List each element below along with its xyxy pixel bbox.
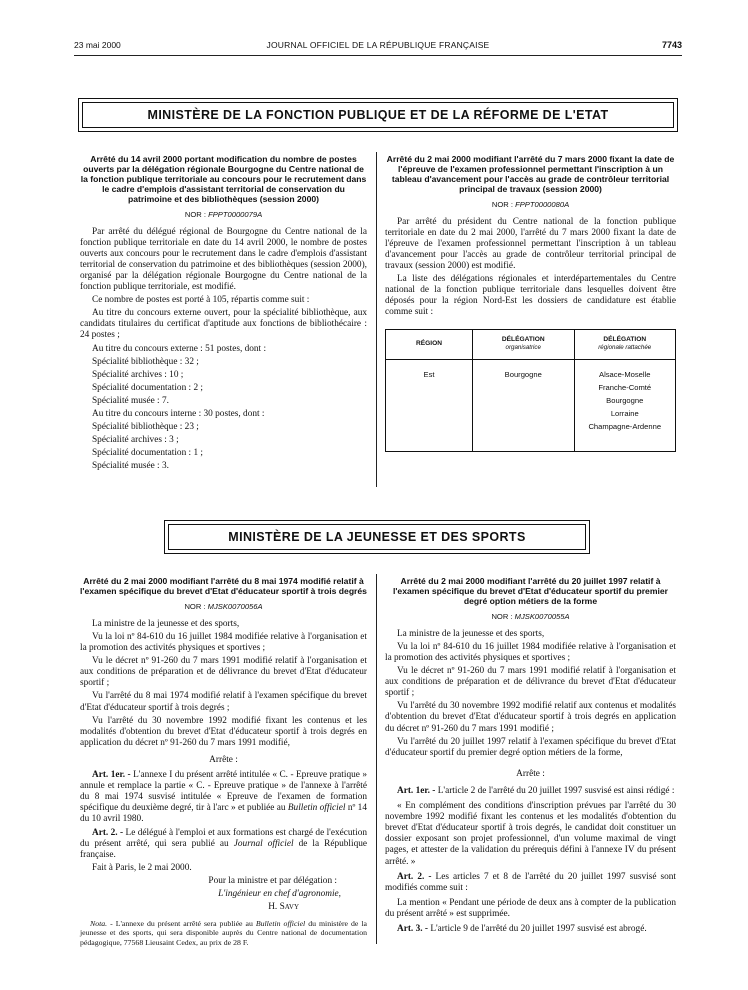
page-number: 7743 — [661, 40, 682, 50]
nor-label: NOR : — [184, 209, 206, 219]
paragraph: Par arrêté du délégué régional de Bourgogne du Centre national de la fonction publique territoriale en date du 14 avril 2000, le nombre de postes ouverts aux concours pour le recrutement dans le cadre d'emplois d'assistant territorial de conservation du patrimoine et des bibliothèques (session 2000), organisé par la délégation régionale Bourgogne du Centre national de la fonction publique territoriale, est modifié. — [80, 226, 367, 293]
nota-label: Nota. — [90, 919, 108, 929]
article-title: Arrêté du 14 avril 2000 portant modification du nombre de postes ouverts par la délégation régionale Bourgogne du Centre national de la fonction publique territoriale au concours pour le recrutement dans le cadre d'emplois d'assistant territorial de conservation du patrimoine et des bibliothèques (session 2000) — [80, 154, 367, 204]
paragraph: Spécialité archives : 10 ; — [92, 369, 184, 380]
cell-rattachees — [574, 359, 676, 451]
signature-line-2: L'ingénieur en chef d'agronomie, — [218, 888, 341, 899]
article-2 — [80, 828, 367, 861]
article-text: L'article 2 de l'arrêté du 20 juillet 1997 susvisé est ainsi rédigé : — [437, 785, 675, 796]
nota-text: du ministère de la jeunesse et des sports, qui sera disponible auprès du Centre national de documentation pédagogique, 77568 Lieusaint Cedex, au prix de 28 F. — [80, 919, 367, 947]
paragraph: Vu la loi nº 84-610 du 16 juillet 1984 modifiée relative à l'organisation et la promotion des activités physiques et sportives ; — [385, 641, 676, 663]
table-header-row — [386, 329, 676, 359]
banner-text: MINISTÈRE DE LA JEUNESSE ET DES SPORTS — [168, 524, 586, 550]
paragraph: Ce nombre de postes est porté à 105, répartis comme suit : — [92, 295, 310, 306]
article-label: Art. 1er. - — [397, 785, 436, 796]
delegation-table — [385, 329, 676, 452]
paragraph: Par arrêté du président du Centre national de la fonction publique territoriale en date du 2 mai 2000, l'arrêté du 7 mars 2000 fixant la date de l'épreuve de l'examen professionnel permettant l'inscription à un tableau d'avancement pour l'accès au grade de contrôleur territorial principal de travaux (session 2000) est modifié. — [385, 216, 676, 272]
paragraph: Vu l'arrêté du 8 mai 1974 modifié relatif à l'examen spécifique du brevet d'Etat d'éducateur sportif à trois degrés ; — [80, 691, 367, 713]
paragraph: Vu la loi nº 84-610 du 16 juillet 1984 modifiée relative à l'organisation et la promotion des activités physiques et sportives ; — [80, 632, 367, 654]
ministry-banner-jeunesse-sports — [164, 520, 590, 554]
col-header-sub: organisatrice — [505, 344, 541, 352]
header-rule — [74, 55, 682, 56]
paragraph: Au titre du concours externe : 51 postes, dont : — [92, 343, 267, 354]
rattachee-item: Alsace-Moselle — [599, 369, 651, 379]
article-text: nº 14 du 10 avril 1980. — [80, 803, 367, 825]
nor-reference — [385, 611, 676, 622]
col-header-label: RÉGION — [415, 340, 442, 348]
nor-reference — [385, 199, 676, 210]
article-left-assistant-territorial — [80, 155, 367, 475]
article-1 — [80, 770, 367, 825]
paragraph: La liste des délégations régionales et interdépartementales du Centre national de la fonction publique territoriale dans lesquelles doivent être déposés pour la région Nord-Est les dossiers de candidature est établie comme suit : — [385, 274, 676, 318]
banner-text: MINISTÈRE DE LA FONCTION PUBLIQUE ET DE LA RÉFORME DE L'ETAT — [82, 102, 674, 128]
rattachee-item: Champagne-Ardenne — [588, 421, 662, 431]
nor-reference — [80, 209, 367, 220]
rattachee-item: Franche-Comté — [598, 382, 652, 392]
article-text: L'article 9 de l'arrêté du 20 juillet 1997 susvisé est abrogé. — [430, 923, 647, 934]
italic-ref: Journal officiel — [233, 838, 294, 849]
article-right-metiers-forme — [385, 577, 676, 937]
paragraph: Spécialité documentation : 2 ; — [92, 382, 204, 393]
paragraph: Vu l'arrêté du 20 juillet 1997 relatif à l'examen spécifique du brevet d'Etat d'éducateur sportif du premier degré option métiers de la forme, — [385, 736, 676, 758]
col-header-sub: régionale rattachée — [598, 344, 652, 352]
paragraph: Spécialité bibliothèque : 23 ; — [92, 422, 199, 433]
signature-line-1: Pour la ministre et par délégation : — [208, 875, 337, 886]
article-text: L'annexe I du présent arrêté intitulée « C. - Epreuve pratique » annule et remplace la partie « C. - Epreuve pratique » de l'annexe à l'arrêté du 8 mai 1974 susvisé intitulée « Epreuve de l'examen de formation spécifique du deuxième degré, tir à l'arc » et publiée au — [80, 770, 367, 814]
article-title: Arrêté du 2 mai 2000 modifiant l'arrêté du 20 juillet 1997 relatif à l'examen spécifique du brevet d'Etat d'éducateur sportif du premier degré option métiers de la forme — [393, 576, 668, 606]
nor-code: MJSK0070056A — [207, 601, 263, 611]
table-row — [386, 359, 676, 451]
article-3 — [385, 924, 676, 935]
col-header-region — [386, 329, 473, 359]
article-2 — [385, 872, 676, 894]
article-title: Arrêté du 2 mai 2000 modifiant l'arrêté du 7 mars 2000 fixant la date de l'épreuve de l'examen professionnel permettant l'inscription à un tableau d'avancement pour l'accès au grade de contrôleur territorial principal de travaux (session 2000) — [386, 154, 675, 194]
article-left-brevet-trois-degres — [80, 577, 367, 949]
article-label: Art. 2. - — [92, 827, 124, 838]
paragraph: Au titre du concours interne : 30 postes, dont : — [92, 409, 265, 420]
article-label: Art. 3. - — [397, 923, 428, 934]
paragraph: Vu le décret nº 91-260 du 7 mars 1991 modifié relatif à l'organisation et aux conditions de préparation et de délivrance du brevet d'Etat d'éducateur sportif ; — [80, 656, 367, 689]
nor-label: NOR : — [184, 601, 206, 611]
cell-organisatrice: Bourgogne — [473, 359, 575, 451]
paragraph: Vu le décret nº 91-260 du 7 mars 1991 modifié relatif à l'organisation et aux conditions de préparation et de délivrance du brevet d'Etat d'éducateur sportif ; — [385, 666, 676, 699]
paragraph: Spécialité musée : 3. — [92, 461, 169, 472]
col-header-organisatrice — [473, 329, 575, 359]
nor-code: FPPT0000080A — [515, 199, 570, 209]
paragraph: Spécialité documentation : 1 ; — [92, 448, 204, 459]
article-text: Les articles 7 et 8 de l'arrêté du 20 juillet 1997 susvisé sont modifiés comme suit : — [385, 871, 677, 893]
paragraph: La ministre de la jeunesse et des sports, — [397, 628, 545, 639]
ministry-banner-fonction-publique — [78, 98, 678, 132]
paragraph: Au titre du concours externe ouvert, pour la spécialité bibliothèque, aux candidats titulaires du certificat d'aptitude aux fonctions de bibliothécaire : 24 postes ; — [80, 308, 367, 341]
nor-code: FPPT0000079A — [208, 209, 263, 219]
nor-label: NOR : — [491, 199, 513, 209]
article-1 — [385, 786, 676, 797]
paragraph: Spécialité archives : 3 ; — [92, 435, 179, 446]
article-title: Arrêté du 2 mai 2000 modifiant l'arrêté du 8 mai 1974 modifié relatif à l'examen spécifique du brevet d'Etat d'éducateur sportif à trois degrés — [80, 576, 367, 596]
article-right-controleur-travaux — [385, 155, 676, 452]
paragraph: Vu l'arrêté du 30 novembre 1992 modifié relatif aux contenus et modalités d'obtention du brevet d'Etat d'éducateur sportif à trois degrés en application du décret nº 91-260 du 7 mars 1991 modifié ; — [385, 701, 676, 734]
rattachee-item: Lorraine — [610, 408, 639, 418]
col-header-rattachee — [574, 329, 676, 359]
issue-date: 23 mai 2000 — [74, 40, 121, 50]
article-label: Art. 2. - — [397, 871, 432, 882]
italic-ref: Bulletin officiel — [287, 803, 346, 814]
col-header-label: DÉLÉGATION — [603, 336, 647, 344]
arrete-heading: Arrête : — [516, 768, 545, 779]
nor-label: NOR : — [491, 611, 513, 621]
article-text: de la République française. — [80, 838, 368, 860]
journal-title: JOURNAL OFFICIEL DE LA RÉPUBLIQUE FRANÇAISE — [266, 40, 490, 50]
nota-text: - L'annexe du présent arrêté sera publiée au — [110, 919, 253, 929]
running-header — [74, 40, 682, 54]
paragraph: Vu l'arrêté du 30 novembre 1992 modifié fixant les contenus et les modalités d'obtention du brevet d'Etat d'éducateur sportif à trois degrés en application du décret nº 91-260 du 7 mars 1991 modifié, — [80, 715, 367, 748]
nor-code: MJSK0070055A — [514, 611, 570, 621]
column-separator — [376, 574, 377, 944]
article-text: Le délégué à l'emploi et aux formations est chargé de l'exécution du présent arrêté, qui sera publié au — [80, 827, 367, 849]
fait-a-paris: Fait à Paris, le 2 mai 2000. — [92, 862, 192, 873]
nor-reference — [80, 601, 367, 612]
article-label: Art. 1er. - — [92, 770, 131, 781]
paragraph: La ministre de la jeunesse et des sports, — [92, 618, 240, 629]
italic-ref: Bulletin officiel — [255, 919, 306, 929]
arrete-heading: Arrête : — [209, 754, 238, 765]
rattachee-item: Bourgogne — [606, 395, 644, 405]
column-separator — [376, 152, 377, 487]
cell-region: Est — [386, 359, 473, 451]
article-1-quote: « En complément des conditions d'inscription prévues par l'arrêté du 30 novembre 1992 modifié fixant les contenus et les modalités d'obtention du brevet d'Etat d'éducateur sportif à trois degrés, le candidat doit constituer un dossier exposant son projet professionnel, d'un volume maximal de vingt pages, et attester de la validation du prérequis défini à l'annexe IV du présent arrêté. » — [385, 801, 676, 867]
col-header-label: DÉLÉGATION — [501, 336, 545, 344]
nota — [80, 919, 367, 947]
paragraph: Spécialité musée : 7. — [92, 395, 169, 406]
mention: La mention « Pendant une période de deux ans à compter de la publication du présent arrêté » est supprimée. — [385, 897, 676, 919]
signature-name: H. Savy — [268, 902, 299, 913]
paragraph: Spécialité bibliothèque : 32 ; — [92, 356, 199, 367]
